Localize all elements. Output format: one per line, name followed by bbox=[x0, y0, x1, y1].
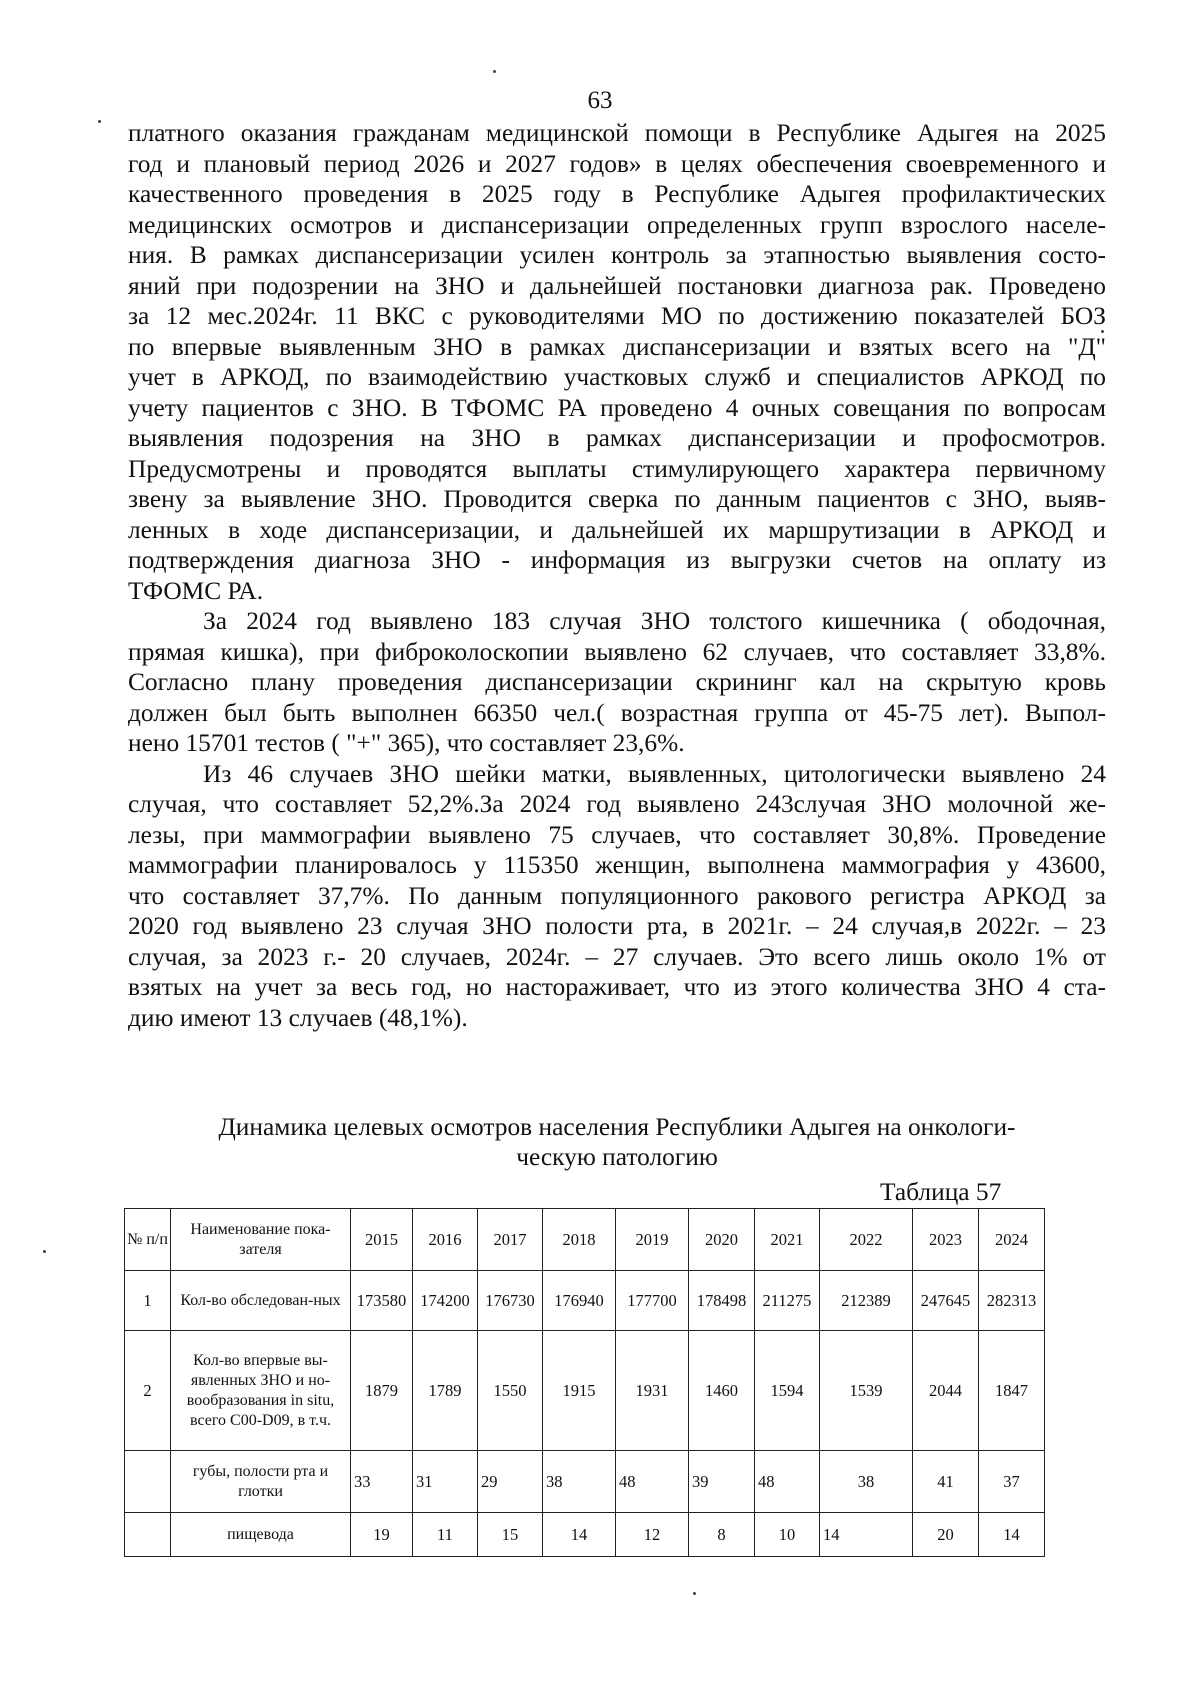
value-cell: 1847 bbox=[979, 1331, 1045, 1451]
row-num-cell bbox=[125, 1513, 171, 1557]
text-line: маммографии планировалось у 115350 женщин, выполнена маммография у 43600, bbox=[128, 851, 1106, 879]
header-cell-name: Наименование пока-зателя bbox=[171, 1209, 351, 1271]
text-line: учет в АРКОД, по взаимодействию участковых служб и специалистов АРКОД по bbox=[128, 363, 1106, 391]
value-cell: 14 bbox=[543, 1513, 616, 1557]
value-cell: 1931 bbox=[616, 1331, 689, 1451]
text-line: качественного проведения в 2025 году в Республике Адыгея профилактических bbox=[128, 180, 1106, 208]
header-cell-num: № п/п bbox=[125, 1209, 171, 1271]
table-label: Таблица 57 bbox=[880, 1178, 1002, 1206]
text-line: ленных в ходе диспансеризации, и дальнейшей их маршрутизации в АРКОД и bbox=[128, 515, 1106, 544]
value-cell: 38 bbox=[543, 1451, 616, 1513]
text-line: ТФОМС РА. bbox=[128, 576, 264, 605]
text-line: 2020 год выявлено 23 случая ЗНО полости рта, в 2021г. – 24 случая,в 2022г. – 23 bbox=[128, 912, 1106, 940]
value-cell: 282313 bbox=[979, 1271, 1045, 1331]
text-line: должен был быть выполнен 66350 чел.( возрастная группа от 45-75 лет). Выпол- bbox=[128, 698, 1106, 727]
row-name-cell: Кол-во впервые вы-явленных ЗНО и но-вообразования in situ, всего С00-D09, в т.ч. bbox=[171, 1331, 351, 1451]
header-cell-year: 2020 bbox=[689, 1209, 755, 1271]
value-cell: 37 bbox=[979, 1451, 1045, 1513]
value-cell: 12 bbox=[616, 1513, 689, 1557]
table-caption bbox=[128, 1112, 1106, 1172]
value-cell: 31 bbox=[413, 1451, 478, 1513]
body-text bbox=[128, 118, 1106, 1033]
value-cell: 39 bbox=[689, 1451, 755, 1513]
value-cell: 1460 bbox=[689, 1331, 755, 1451]
row-num-cell: 1 bbox=[125, 1271, 171, 1331]
value-cell: 176730 bbox=[478, 1271, 543, 1331]
row-num-cell: 2 bbox=[125, 1331, 171, 1451]
text-line: дию имеют 13 случаев (48,1%). bbox=[128, 1003, 468, 1032]
text-line: случая, что составляет 52,2%.За 2024 год выявлено 243случая ЗНО молочной же- bbox=[128, 790, 1106, 818]
value-cell: 1789 bbox=[413, 1331, 478, 1451]
scan-speck bbox=[43, 1250, 46, 1253]
text-line: за 12 мес.2024г. 11 ВКС с руководителями МО по достижению показателей БОЗ bbox=[128, 302, 1106, 330]
value-cell: 176940 bbox=[543, 1271, 616, 1331]
text-line: медицинских осмотров и диспансеризации определенных групп взрослого населе- bbox=[128, 210, 1106, 239]
value-cell: 247645 bbox=[913, 1271, 979, 1331]
text-line: случая, за 2023 г.- 20 случаев, 2024г. – 27 случаев. Это всего лишь около 1% от bbox=[128, 942, 1106, 971]
value-cell: 38 bbox=[820, 1451, 913, 1513]
value-cell: 10 bbox=[755, 1513, 820, 1557]
page-number: 63 bbox=[587, 87, 613, 114]
text-line: подтверждения диагноза ЗНО - информация из выгрузки счетов на оплату из bbox=[128, 546, 1106, 574]
caption-line: ческую патологию bbox=[516, 1143, 718, 1171]
scan-speck bbox=[493, 70, 496, 73]
value-cell: 48 bbox=[755, 1451, 820, 1513]
data-table bbox=[124, 1208, 1045, 1557]
value-cell: 2044 bbox=[913, 1331, 979, 1451]
header-cell-year: 2019 bbox=[616, 1209, 689, 1271]
row-num-cell bbox=[125, 1451, 171, 1513]
text-line: прямая кишка), при фиброколоскопии выявлено 62 случаев, что составляет 33,8%. bbox=[128, 637, 1106, 666]
value-cell: 1879 bbox=[351, 1331, 413, 1451]
text-line: учету пациентов с ЗНО. В ТФОМС РА проведено 4 очных совещания по вопросам bbox=[128, 393, 1106, 422]
value-cell: 178498 bbox=[689, 1271, 755, 1331]
text-line: нено 15701 тестов ( "+" 365), что составляет 23,6%. bbox=[128, 729, 685, 757]
value-cell: 1550 bbox=[478, 1331, 543, 1451]
text-line: взятых на учет за весь год, но настораживает, что из этого количества ЗНО 4 ста- bbox=[128, 973, 1106, 1001]
text-line: Согласно плану проведения диспансеризации скрининг кал на скрытую кровь bbox=[128, 668, 1106, 696]
scan-speck bbox=[693, 1592, 696, 1595]
value-cell: 29 bbox=[478, 1451, 543, 1513]
text-line: звену за выявление ЗНО. Проводится сверка по данным пациентов с ЗНО, выяв- bbox=[128, 485, 1106, 513]
text-line: год и плановый период 2026 и 2027 годов» в целях обеспечения своевременного и bbox=[128, 149, 1106, 178]
header-cell-year: 2015 bbox=[351, 1209, 413, 1271]
value-cell: 1594 bbox=[755, 1331, 820, 1451]
text-line: что составляет 37,7%. По данным популяционного ракового регистра АРКОД за bbox=[128, 881, 1106, 910]
table-row bbox=[125, 1271, 1045, 1331]
text-line: ния. В рамках диспансеризации усилен контроль за этапностью выявления состо- bbox=[128, 241, 1106, 269]
table-row bbox=[125, 1331, 1045, 1451]
value-cell: 173580 bbox=[351, 1271, 413, 1331]
value-cell: 177700 bbox=[616, 1271, 689, 1331]
value-cell: 33 bbox=[351, 1451, 413, 1513]
row-name-cell: губы, полости рта и глотки bbox=[171, 1451, 351, 1513]
header-cell-year: 2022 bbox=[820, 1209, 913, 1271]
value-cell: 1539 bbox=[820, 1331, 913, 1451]
text-line: яний при подозрении на ЗНО и дальнейшей постановки диагноза рак. Проведено bbox=[128, 271, 1106, 300]
text-line: Предусмотрены и проводятся выплаты стимулирующего характера первичному bbox=[128, 454, 1106, 483]
value-cell: 1915 bbox=[543, 1331, 616, 1451]
value-cell: 19 bbox=[351, 1513, 413, 1557]
value-cell: 48 bbox=[616, 1451, 689, 1513]
value-cell: 11 bbox=[413, 1513, 478, 1557]
header-cell-year: 2024 bbox=[979, 1209, 1045, 1271]
value-cell: 14 bbox=[979, 1513, 1045, 1557]
header-cell-year: 2021 bbox=[755, 1209, 820, 1271]
scan-speck bbox=[98, 120, 101, 123]
table-row bbox=[125, 1513, 1045, 1557]
value-cell: 174200 bbox=[413, 1271, 478, 1331]
table-row bbox=[125, 1451, 1045, 1513]
value-cell: 211275 bbox=[755, 1271, 820, 1331]
value-cell: 15 bbox=[478, 1513, 543, 1557]
text-line: За 2024 год выявлено 183 случая ЗНО толстого кишечника ( ободочная, bbox=[203, 607, 1106, 635]
value-cell: 14 bbox=[820, 1513, 913, 1557]
scan-speck bbox=[1101, 330, 1104, 333]
text-line: Из 46 случаев ЗНО шейки матки, выявленных, цитологически выявлено 24 bbox=[203, 759, 1106, 788]
table-header-row bbox=[125, 1209, 1045, 1271]
value-cell: 8 bbox=[689, 1513, 755, 1557]
text-line: выявления подозрения на ЗНО в рамках диспансеризации и профосмотров. bbox=[128, 424, 1106, 452]
value-cell: 212389 bbox=[820, 1271, 913, 1331]
value-cell: 20 bbox=[913, 1513, 979, 1557]
header-cell-year: 2018 bbox=[543, 1209, 616, 1271]
row-name-cell: Кол-во обследован-ных bbox=[171, 1271, 351, 1331]
header-cell-year: 2023 bbox=[913, 1209, 979, 1271]
text-line: платного оказания гражданам медицинской помощи в Республике Адыгея на 2025 bbox=[128, 119, 1106, 147]
header-cell-year: 2017 bbox=[478, 1209, 543, 1271]
text-line: лезы, при маммографии выявлено 75 случаев, что составляет 30,8%. Проведение bbox=[128, 820, 1106, 849]
row-name-cell: пищевода bbox=[171, 1513, 351, 1557]
text-line: по впервые выявленным ЗНО в рамках диспансеризации и взятых всего на "Д" bbox=[128, 332, 1106, 361]
caption-line: Динамика целевых осмотров населения Республики Адыгея на онкологи- bbox=[218, 1113, 1016, 1141]
header-cell-year: 2016 bbox=[413, 1209, 478, 1271]
value-cell: 41 bbox=[913, 1451, 979, 1513]
